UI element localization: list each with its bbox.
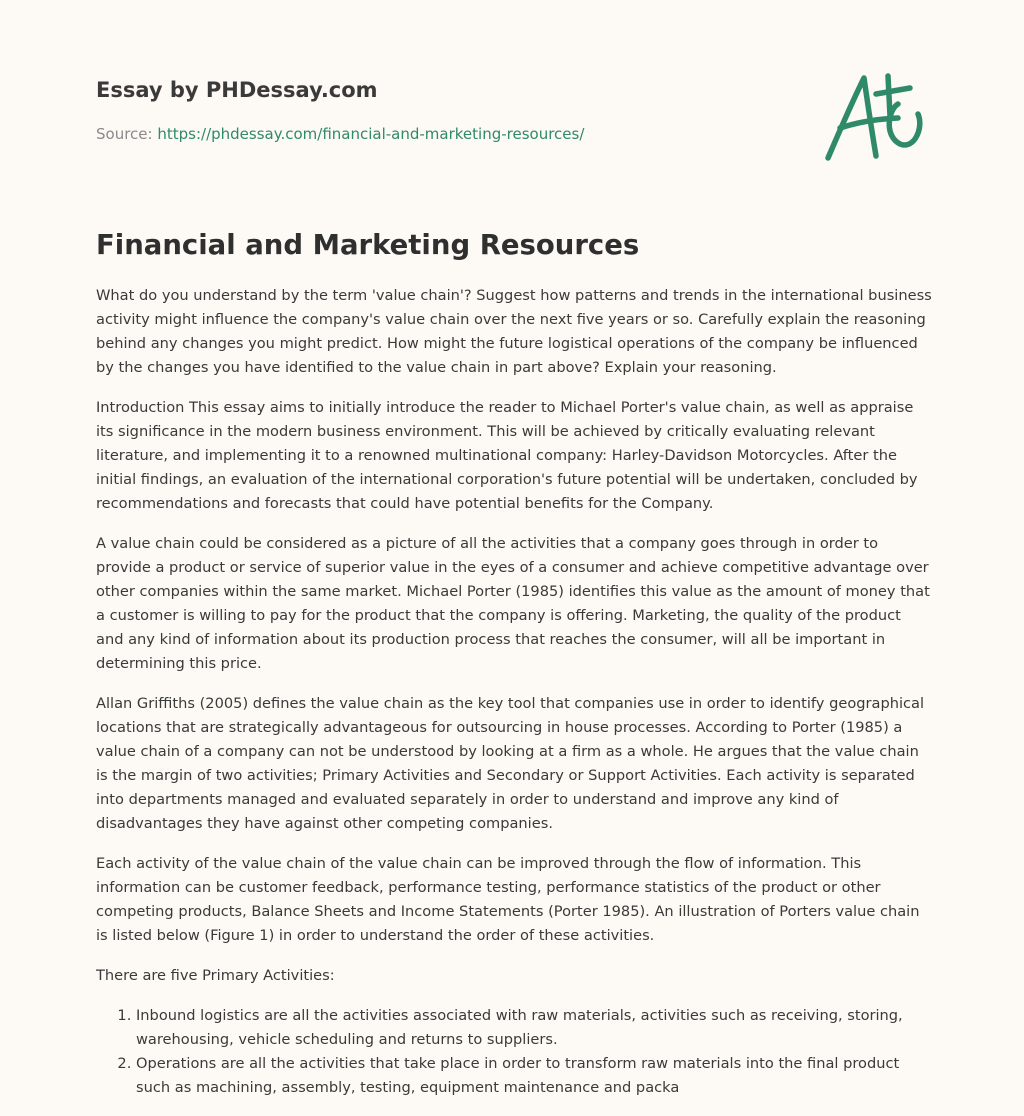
source-line: [96, 124, 796, 144]
list-item: 2. Operations are all the activities that take place in order to transform raw materials into the final product such as machining, assembly, testing, equipment maintenance and packa: [136, 1052, 932, 1100]
paragraph-value-chain-definition: A value chain could be considered as a picture of all the activities that a company goes through in order to provide a product or service of superior value in the eyes of a consumer and achieve competitive advantage over other companies within the same market. Michael Porter (1985) identifies this value as the amount of money that a customer is willing to pay for the product that the company is offering. Marketing, the quality of the product and any kind of information about its production process that reaches the consumer, will all be important in determining this price.: [96, 535, 930, 672]
primary-activities-list: [96, 1004, 932, 1100]
a-plus-logo-icon: [818, 66, 930, 166]
source-link[interactable]: https://phdessay.com/financial-and-marketing-resources/: [157, 125, 585, 143]
brand-title: Essay by PHDessay.com: [96, 78, 378, 102]
paragraph-griffiths: Allan Griffiths (2005) defines the value chain as the key tool that companies use in order to identify geographical locations that are strategically advantageous for outsourcing in house processes. According to Porter (1985) a value chain of a company can not be understood by looking at a firm as a whole. He argues that the value chain is the margin of two activities; Primary Activities and Secondary or Support Activities. Each activity is separated into departments managed and evaluated separately in order to understand and improve any kind of disadvantages they have against other competing companies.: [96, 695, 925, 832]
article-title: Financial and Marketing Resources: [96, 229, 640, 261]
paragraph-question: What do you understand by the term 'value chain'? Suggest how patterns and trends in the international business activity might influence the company's value chain over the next five years or so. Carefully explain the reasoning behind any changes you might predict. How might the future logistical operations of the company be influenced by the changes you have identified to the value chain in part above? Explain your reasoning.: [96, 287, 932, 376]
paragraph-primary-activities-intro: There are five Primary Activities:: [96, 967, 335, 984]
essay-header: [96, 74, 796, 144]
source-label: Source:: [96, 125, 153, 143]
list-item: 1. Inbound logistics are all the activities associated with raw materials, activities such as receiving, storing, warehousing, vehicle scheduling and returns to suppliers.: [136, 1004, 932, 1052]
paragraph-information-flow: Each activity of the value chain of the value chain can be improved through the flow of information. This information can be customer feedback, performance testing, performance statistics of the product or other competing products, Balance Sheets and Income Statements (Porter 1985). An illustration of Porters value chain is listed below (Figure 1) in order to understand the order of these activities.: [96, 855, 920, 944]
article: [96, 226, 932, 1100]
paragraph-introduction: Introduction This essay aims to initially introduce the reader to Michael Porter's value chain, as well as appraise its significance in the modern business environment. This will be achieved by critically evaluating relevant literature, and implementing it to a renowned multinational company: Harley-Davidson Motorcycles. After the initial findings, an evaluation of the international corporation's future potential will be undertaken, concluded by recommendations and forecasts that could have potential benefits for the Company.: [96, 399, 918, 512]
